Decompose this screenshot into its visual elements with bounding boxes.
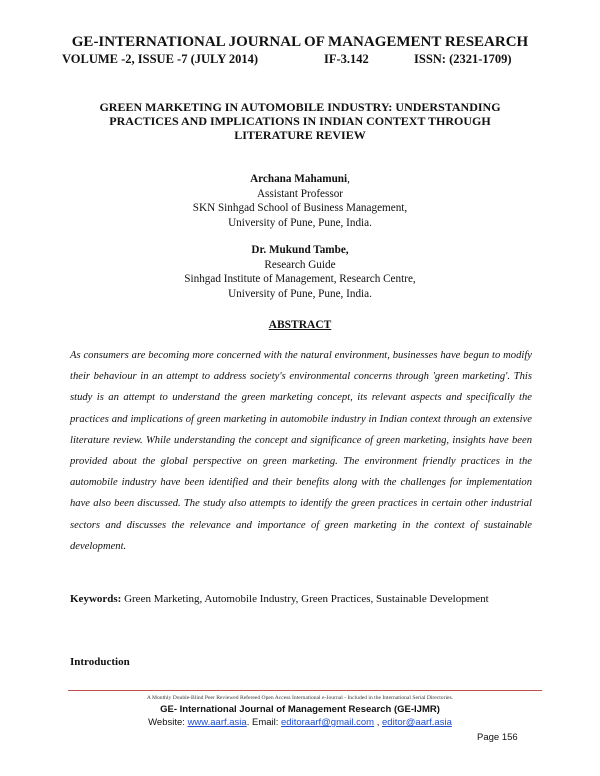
- footer-note: A Monthly Double-Blind Peer Reviewed Refereed Open Access International e-Journal - Included in the International Serial Directories.: [146, 695, 454, 701]
- website-link[interactable]: www.aarf.asia: [187, 717, 247, 728]
- volume-issue: VOLUME -2, ISSUE -7 (JULY 2014): [62, 52, 259, 66]
- author-block: [0, 243, 600, 301]
- footer-journal: GE- International Journal of Management Research (GE-IJMR): [160, 704, 440, 715]
- page-number: Page 156: [477, 732, 518, 743]
- email-link-2[interactable]: editor@aarf.asia: [382, 717, 452, 728]
- footer-contact: [0, 717, 600, 728]
- author-place: University of Pune, Pune, India.: [228, 287, 372, 300]
- author-block: [0, 172, 600, 230]
- journal-title: GE-INTERNATIONAL JOURNAL OF MANAGEMENT RESEARCH: [71, 34, 529, 50]
- email-link-1[interactable]: editoraarf@gmail.com: [281, 717, 375, 728]
- keywords-label: Keywords:: [70, 593, 122, 605]
- abstract-heading: ABSTRACT: [268, 319, 332, 331]
- author-name: Dr. Mukund Tambe,: [251, 244, 349, 256]
- keywords-text: Green Marketing, Automobile Industry, Green Practices, Sustainable Development: [121, 593, 489, 605]
- website-label: Website:: [148, 717, 188, 728]
- email-label: . Email:: [246, 717, 282, 728]
- abstract-text: As consumers are becoming more concerned with the natural environment, businesses have begun to modify their behaviour in an attempt to address society's environmental concerns through 'green marketing'. This study is an attempt to understand the green marketing concept, its relevant aspects and specifically the practices and implications of green marketing in automobile industry in Indian context through an extensive literature review. While understanding the concept and significance of green marketing, insights have been provided about the global perspective on green marketing. The environment friendly practices in the automobile industry have been identified and their benefits along with the challenges for implementation have also been discussed. The study also attempts to identify the green practices in certain other industrial sectors and discusses the relevance and importance of green marketing in the context of sustainable development.: [70, 350, 532, 552]
- footer-divider: [68, 690, 542, 691]
- author-institution: SKN Sinhgad School of Business Management,: [192, 202, 408, 214]
- issn: ISSN: (2321-1709): [414, 52, 512, 66]
- email-separator: ,: [374, 717, 383, 728]
- author-role: Assistant Professor: [256, 187, 344, 200]
- author-place: University of Pune, Pune, India.: [228, 216, 372, 229]
- impact-factor: IF-3.142: [324, 52, 369, 66]
- section-heading-introduction: Introduction: [70, 656, 130, 668]
- paper-title: GREEN MARKETING IN AUTOMOBILE INDUSTRY: UNDERSTANDING PRACTICES AND IMPLICATIONS IN INDIAN CONTEXT THROUGH LITERATURE REVIEW: [99, 100, 501, 142]
- author-role: Research Guide: [264, 258, 336, 271]
- author-name-suffix: ,: [347, 173, 350, 185]
- author-name: Archana Mahamuni: [250, 173, 348, 185]
- author-institution: Sinhgad Institute of Management, Research Centre,: [184, 273, 416, 285]
- keywords: [70, 593, 550, 605]
